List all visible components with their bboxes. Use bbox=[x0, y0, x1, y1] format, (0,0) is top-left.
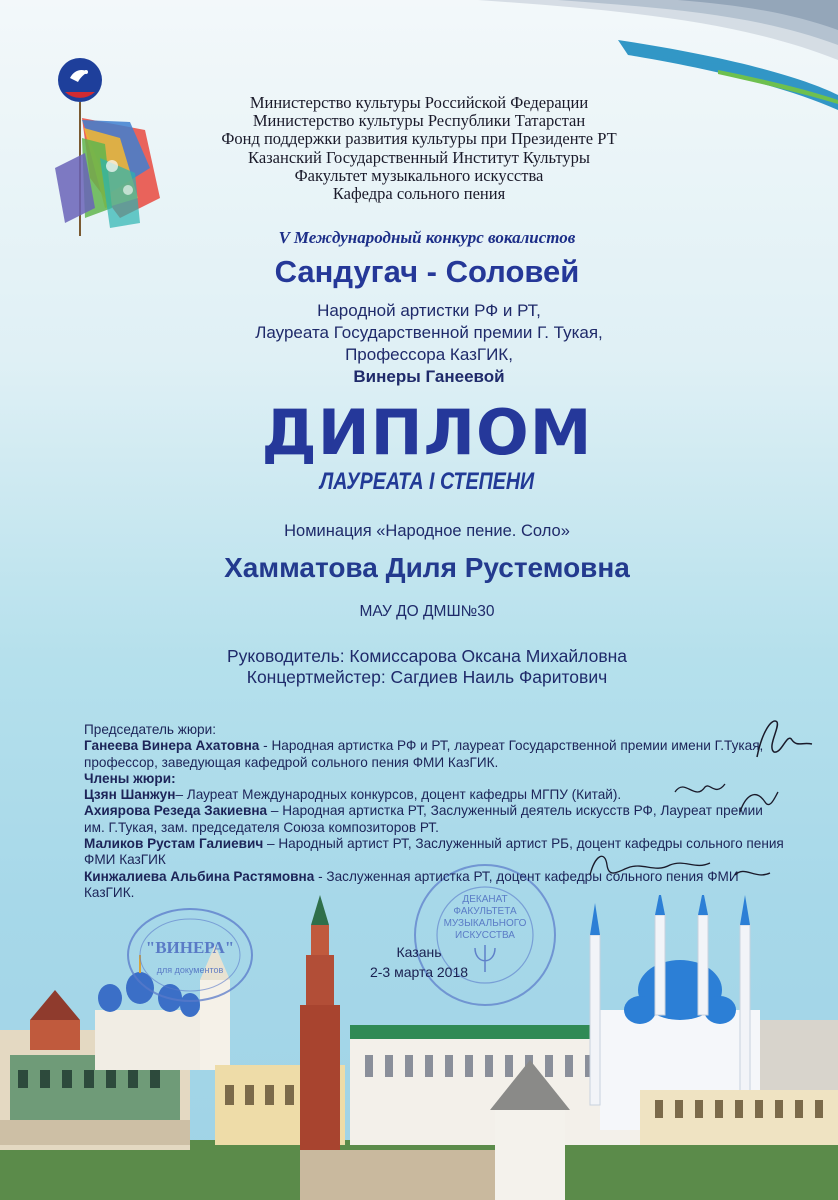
diploma-title: ДИПЛОМ bbox=[261, 396, 593, 469]
organization-line: Министерство культуры Республики Татарстан bbox=[252, 111, 586, 131]
dedication-block bbox=[10, 300, 838, 388]
staff-block bbox=[8, 646, 838, 688]
jury-members-label: Члены жюри: bbox=[84, 770, 176, 786]
diploma-degree: ЛАУРЕАТА I СТЕПЕНИ bbox=[319, 468, 535, 495]
organization-line: Кафедра сольного пения bbox=[332, 184, 506, 204]
left-stamp-subtitle: для документов bbox=[156, 965, 224, 975]
jury-chair bbox=[84, 738, 784, 771]
dedication-line: Народной артистки РФ и РТ, bbox=[317, 301, 541, 320]
stamp-line: МУЗЫКАЛЬНОГО bbox=[443, 918, 527, 929]
organization-line: Факультет музыкального искусства bbox=[294, 165, 544, 185]
dedication-name: Винеры Ганеевой bbox=[353, 367, 505, 386]
organization-line: Фонд поддержки развития культуры при Президенте РТ bbox=[221, 129, 617, 149]
laureate-name: Хамматова Диля Рустемовна bbox=[224, 552, 630, 583]
jury-member-name: Кинжалиева Альбина Растямовна bbox=[84, 868, 315, 884]
date: 2-3 марта 2018 bbox=[369, 964, 469, 980]
jury-member-name: Ахиярова Резеда Закиевна bbox=[84, 803, 268, 819]
signature-member-3 bbox=[585, 845, 775, 890]
jury-chair-label: Председатель жюри: bbox=[84, 722, 216, 737]
jury-member-name: Маликов Рустам Галиевич bbox=[84, 836, 264, 852]
signature-chair bbox=[752, 712, 822, 767]
dedication-line: Профессора КазГИК, bbox=[345, 345, 513, 364]
organizations-block bbox=[20, 94, 818, 203]
jury-member-desc: - Заслуженная артистка РТ, доцент кафедры сольного пения ФМИ КазГИК. bbox=[84, 868, 739, 900]
contest-edition: V Международный конкурс вокалистов bbox=[278, 228, 576, 247]
accompanist: Концертмейстер: Сагдиев Наиль Фаритович bbox=[246, 667, 608, 687]
jury-member-desc: – Народная артистка РТ, Заслуженный деятель искусств РФ, Лауреат премии им. Г.Тукая, зам. председателя Союза композиторов РТ. bbox=[84, 803, 763, 835]
stamp-line: ИСКУССТВА bbox=[455, 930, 515, 941]
school-name: МАУ ДО ДМШ№30 bbox=[359, 603, 495, 620]
contest-name: Сандугач - Соловей bbox=[274, 254, 580, 289]
place: Казань bbox=[396, 944, 442, 960]
left-stamp-title: "ВИНЕРА" bbox=[145, 938, 235, 957]
jury-chair-desc: - Народная артистка РФ и РТ, лауреат Государственной премии имени Г.Тукая, профессор, заведующая кафедрой сольного пения ФМИ КазГИК. bbox=[84, 738, 764, 770]
stamp-line: ДЕКАНАТ bbox=[462, 894, 508, 905]
jury-member-name: Цзян Шанжун bbox=[84, 787, 176, 803]
jury-chair-name: Ганеева Винера Ахатовна bbox=[84, 738, 260, 754]
organization-line: Министерство культуры Российской Федерации bbox=[249, 93, 589, 112]
signature-member-1 bbox=[670, 772, 780, 822]
dedication-line: Лауреата Государственной премии Г. Тукая, bbox=[255, 323, 603, 342]
jury-member-desc: – Народный артист РТ, Заслуженный артист РБ, доцент кафедры сольного пения ФМИ КазГИК bbox=[84, 836, 784, 868]
nomination: Номинация «Народное пение. Соло» bbox=[284, 522, 570, 540]
stamp-line: ФАКУЛЬТЕТА bbox=[453, 906, 517, 917]
supervisor: Руководитель: Комиссарова Оксана Михайловна bbox=[226, 646, 628, 666]
organization-line: Казанский Государственный Институт Культуры bbox=[248, 147, 590, 167]
jury-member-desc: – Лауреат Международных конкурсов, доцент кафедры МГПУ (Китай). bbox=[175, 787, 622, 803]
